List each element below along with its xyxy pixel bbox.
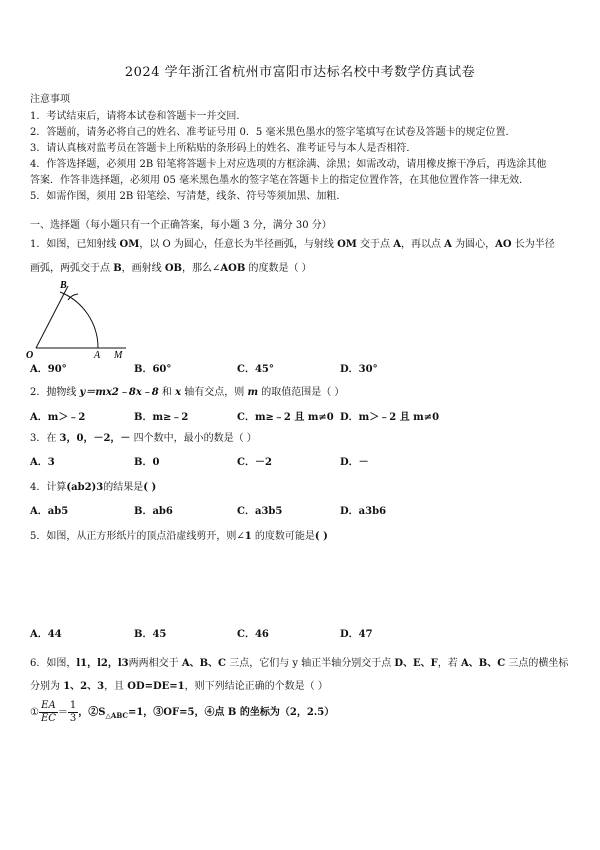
notice-item: 3．请认真核对监考员在答题卡上所粘贴的条形码上的姓名、准考证号与本人是否相符． — [30, 143, 417, 154]
q2-option-b[interactable]: B．m≥﹣2 — [134, 412, 189, 423]
q2-option-d[interactable]: D．m＞﹣2 且 m≠0 — [340, 412, 440, 423]
q4-option-c[interactable]: C．a3b5 — [237, 506, 283, 517]
q1-option-a[interactable]: A．90° — [30, 364, 67, 375]
q4-option-a[interactable]: A．ab5 — [30, 506, 69, 517]
arc-o — [60, 292, 98, 348]
q1-option-c[interactable]: C．45° — [237, 364, 274, 375]
q1-line2: 画弧，两弧交于点 B，画射线 OB，那么∠AOB 的度数是（ ） — [30, 263, 312, 274]
q6-line1: 6．如图，l1，l2，l3两两相交于 A、B、C 三点，它们与 y 轴正半轴分别交于点 D、E、F，若 A、B、C 三点的横坐标 — [30, 658, 569, 669]
label-a: A — [94, 350, 101, 360]
q3-option-a[interactable]: A．3 — [30, 457, 55, 468]
label-b: B — [60, 280, 67, 291]
section-heading: 一、选择题（每小题只有一个正确答案，每小题 3 分，满分 30 分） — [30, 220, 332, 231]
page-title: 2024 学年浙江省杭州市富阳市达标名校中考数学仿真试卷 — [124, 65, 476, 80]
ray-ob — [36, 286, 68, 348]
q5-stem: 5．如图，从正方形纸片的顶点沿虚线剪开，则∠1 的度数可能是( ) — [30, 531, 328, 542]
q2-option-a[interactable]: A．m＞﹣2 — [30, 412, 86, 423]
q5-option-b[interactable]: B．45 — [134, 629, 167, 640]
q3-stem: 3．在 3，0，－2，－ 四个数中，最小的数是（ ） — [30, 433, 257, 444]
q5-option-c[interactable]: C．46 — [237, 629, 269, 640]
q3-option-d[interactable]: D．－ — [340, 457, 369, 468]
q1-option-d[interactable]: D．30° — [340, 364, 378, 375]
fraction-one-third: $\frac{1}{3}$ — [69, 700, 77, 724]
notice-item: 1．考试结束后，请将本试卷和答题卡一并交回． — [30, 111, 247, 122]
q1-line1: 1．如图，已知射线 OM，以 O 为圆心，任意长为半径画弧，与射线 OM 交于点 A，再以点 A 为圆心，AO 长为半径 — [30, 239, 555, 250]
notice-item: 答案．作答非选择题，必须用 05 毫米黑色墨水的签字笔在答题卡上的指定位置作答，在其他位置作答一律无效． — [30, 175, 530, 186]
notice-item: 5．如需作图，须用 2B 铅笔绘、写清楚，线条、符号等须加黑、加粗． — [30, 191, 347, 202]
q1-figure — [22, 278, 132, 360]
q3-option-b[interactable]: B．0 — [134, 457, 160, 468]
q4-option-d[interactable]: D．a3b6 — [340, 506, 387, 517]
notice-item: 4．作答选择题，必须用 2B 铅笔将答题卡上对应选项的方框涂满、涂黑；如需改动，请用橡皮擦干净后，再选涂其他 — [30, 159, 547, 170]
q4-stem: 4．计算(ab2)3的结果是( ) — [30, 482, 157, 493]
q2-option-c[interactable]: C．m≥﹣2 且 m≠0 — [237, 412, 334, 423]
fraction-ea-ec: $\frac{EA}{EC}$ — [40, 700, 56, 724]
q2-stem: 2．抛物线 y＝mx2﹣8x﹣8 和 x 轴有交点，则 m 的取值范围是（ ） — [30, 387, 345, 398]
q3-option-c[interactable]: C．－2 — [237, 457, 272, 468]
q6-conclusions: ① $\frac{EA}{EC}$ ＝ $\frac{1}{3}$ ，$②S_{\triangle ABC}=1$，③OF=5，④点 B 的坐标为（2，2.5） — [30, 700, 335, 724]
notice-item: 2．答题前，请务必将自己的姓名、准考证号用 0．5 毫米黑色墨水的签字笔填写在试卷及答题卡的规定位置． — [30, 127, 516, 138]
label-o: O — [26, 350, 34, 360]
q1-option-b[interactable]: B．60° — [134, 364, 172, 375]
q5-option-a[interactable]: A．44 — [30, 629, 62, 640]
q5-option-d[interactable]: D．47 — [340, 629, 373, 640]
q4-option-b[interactable]: B．ab6 — [134, 506, 173, 517]
notice-heading: 注意事项 — [30, 94, 70, 105]
q6-line2: 分别为 1、2、3，且 OD=DE=1，则下列结论正确的个数是（ ） — [30, 681, 328, 692]
label-m: M — [114, 350, 123, 360]
